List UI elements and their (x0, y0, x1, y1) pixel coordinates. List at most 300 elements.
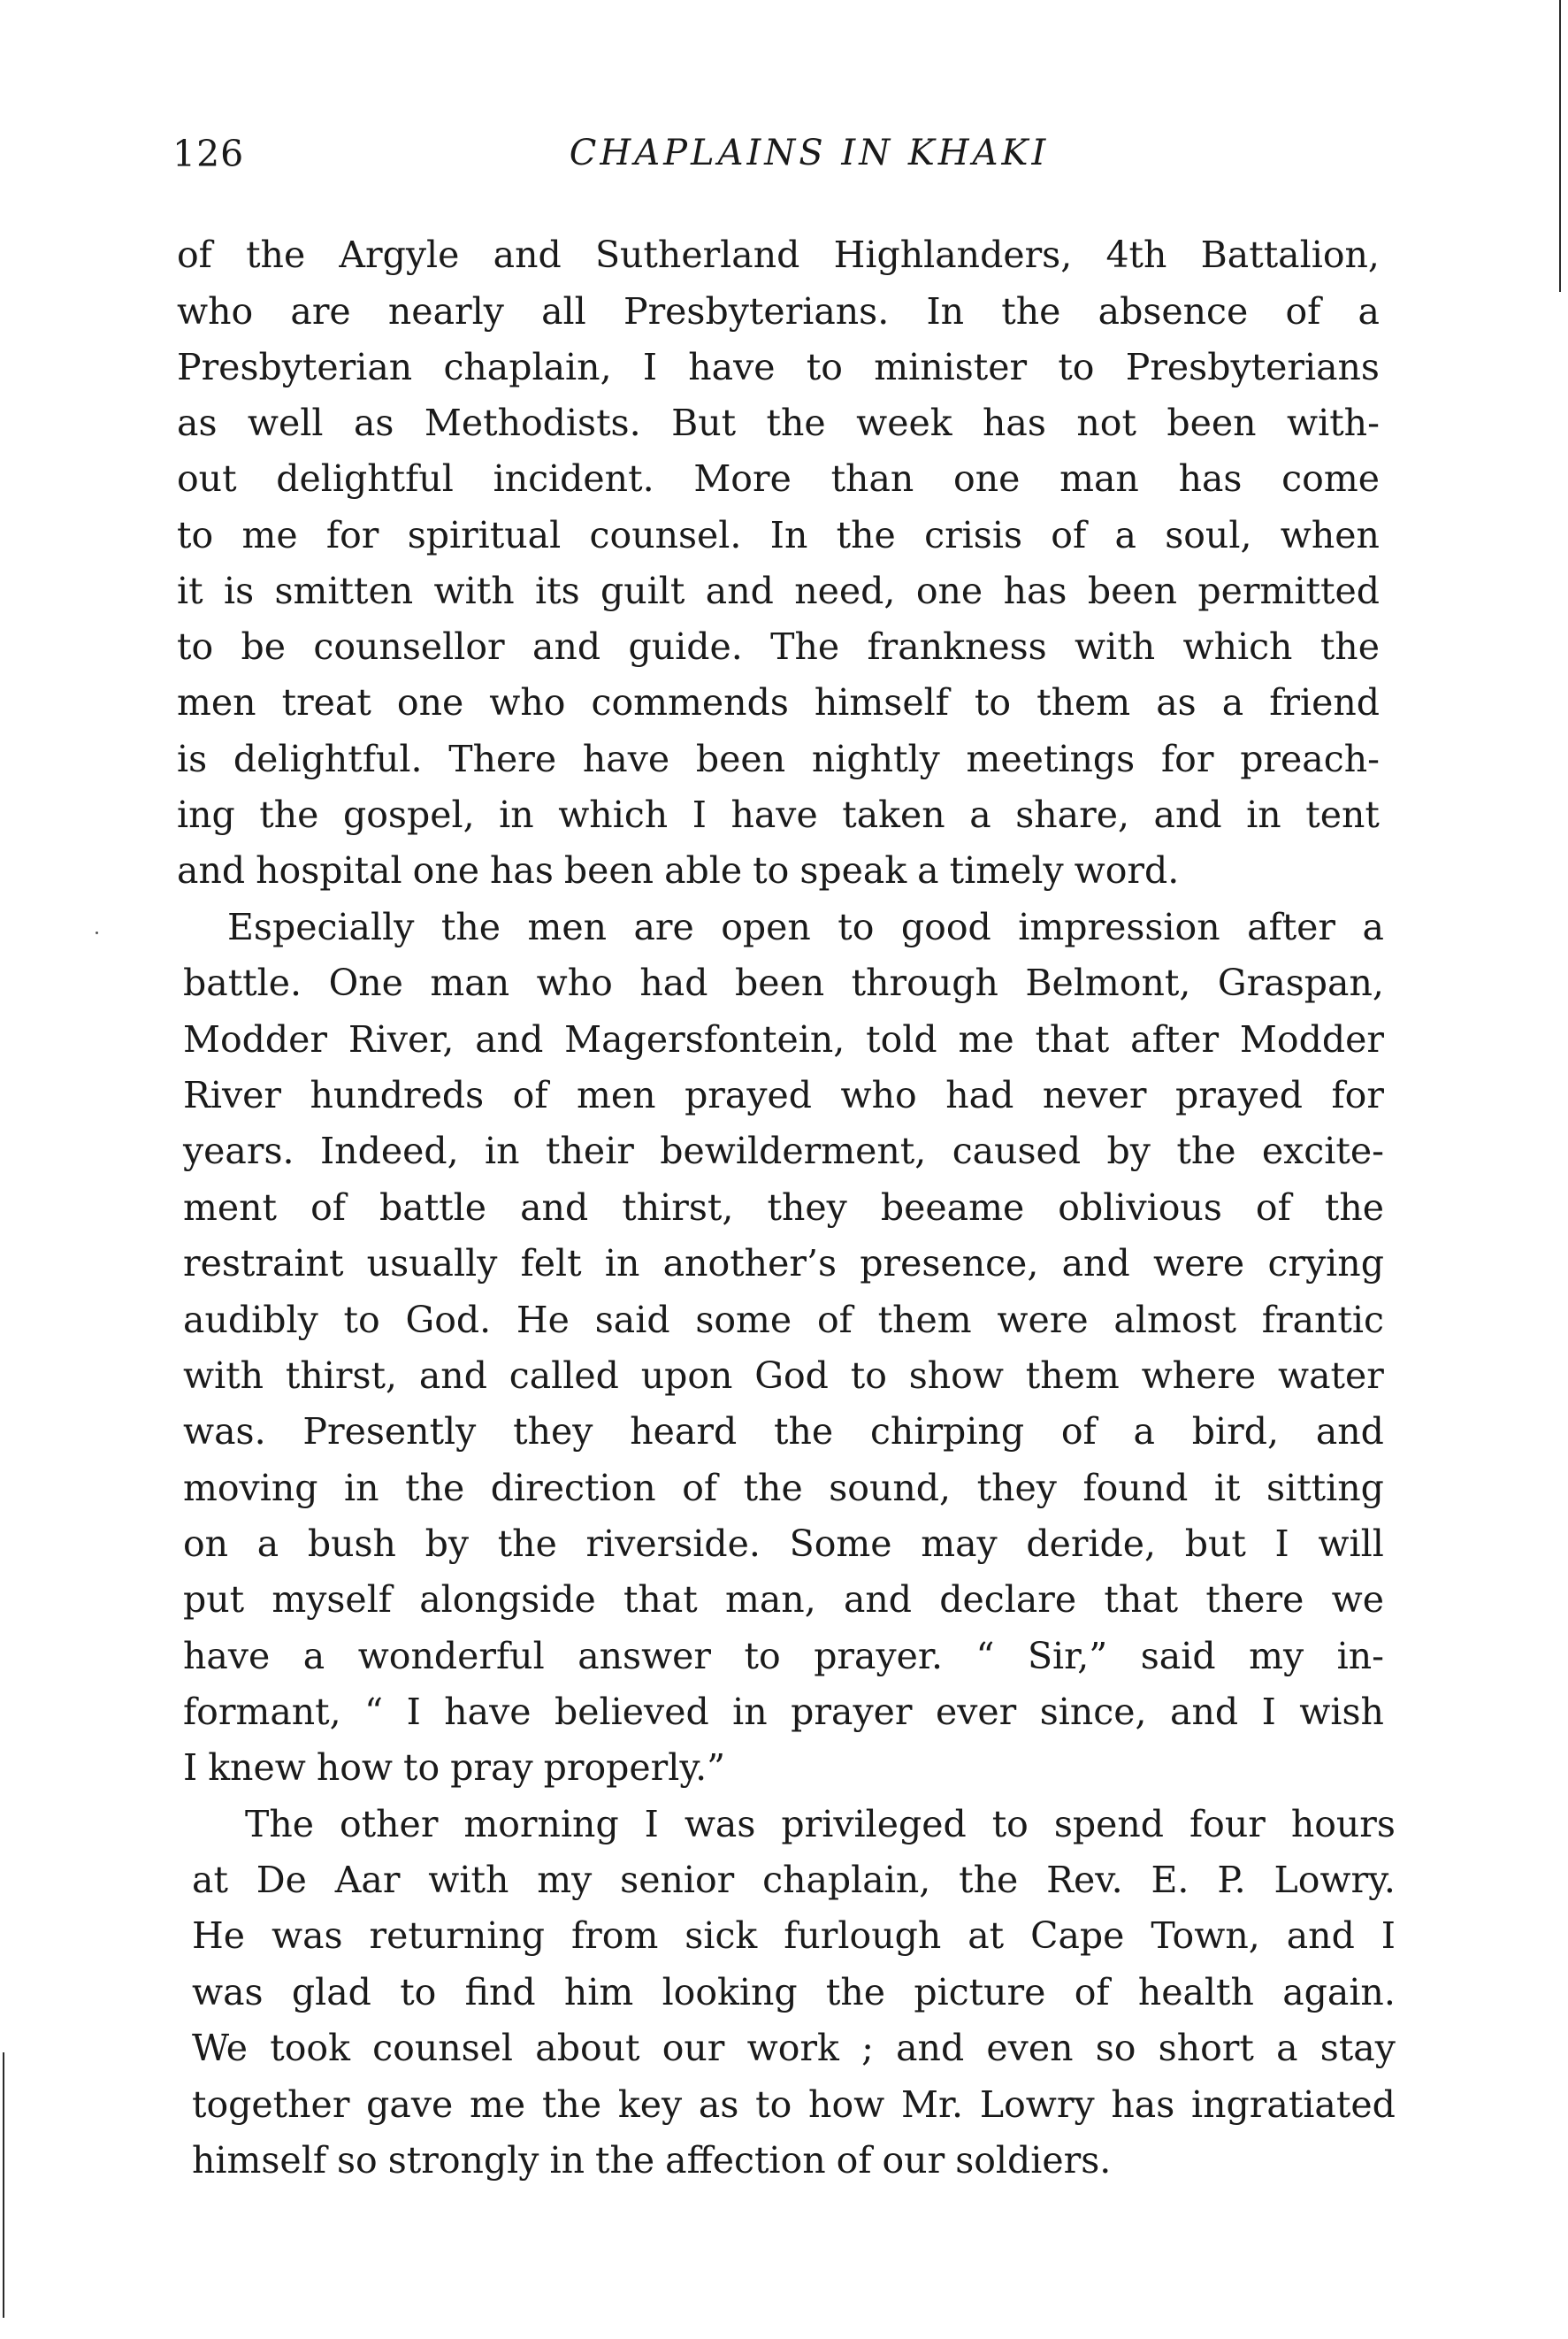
word: from (571, 1914, 659, 1957)
word: wonderful (357, 1635, 545, 1677)
word: I (692, 794, 707, 836)
word: and (532, 625, 601, 668)
word: absence (1098, 290, 1249, 333)
running-title: CHAPLAINS IN KHAKI (569, 133, 1050, 173)
word: Aar (334, 1859, 401, 1901)
word: Methodists. (424, 402, 641, 444)
word: of (310, 1186, 346, 1229)
word: was. (183, 1410, 266, 1453)
word: of (177, 234, 212, 276)
word: to (744, 1635, 781, 1677)
word: Argyle (339, 234, 460, 276)
word: to (400, 1971, 437, 2013)
word: River, (348, 1018, 455, 1061)
word: me (958, 1018, 1014, 1061)
word: “ (975, 1635, 995, 1677)
word: it (1213, 1467, 1241, 1509)
word: myself (272, 1578, 392, 1621)
word: of (836, 2139, 872, 2182)
word: as (177, 402, 218, 444)
word: Indeed, (319, 1130, 459, 1172)
word: them (1036, 681, 1131, 724)
word: and (520, 1186, 589, 1229)
word: believed (555, 1691, 709, 1733)
word: crisis (924, 514, 1022, 556)
word: Lowry. (1274, 1859, 1396, 1901)
word: found (1082, 1467, 1189, 1509)
word: wish (1299, 1691, 1384, 1733)
word: the (766, 402, 826, 444)
word: of (816, 1299, 853, 1341)
word: thirst, (285, 1354, 398, 1397)
word: need, (794, 570, 896, 612)
word: meetings (966, 738, 1136, 780)
word: I (644, 1803, 659, 1845)
word: guide. (628, 625, 743, 668)
text-line (177, 232, 1380, 278)
word: God (754, 1354, 829, 1397)
word: with- (1287, 402, 1380, 444)
word: presence, (860, 1242, 1039, 1285)
word: to (838, 906, 875, 948)
word: a (1362, 906, 1384, 948)
word: delightful. (233, 738, 423, 780)
word: after (1130, 1018, 1220, 1061)
word: my (537, 1859, 593, 1901)
text-line (183, 1016, 1384, 1062)
word: “ (364, 1691, 384, 1733)
word: and (1315, 1410, 1384, 1453)
word: chaplain, (762, 1859, 931, 1901)
word: and (1170, 1691, 1239, 1733)
word: gospel, (342, 794, 475, 836)
text-line (183, 1521, 1384, 1567)
word: other (339, 1803, 439, 1845)
word: who (840, 1074, 917, 1116)
word: one (915, 570, 983, 612)
text-line (183, 1185, 1384, 1231)
word: De (256, 1859, 307, 1901)
word: open (721, 906, 811, 948)
word: and (493, 234, 562, 276)
word: of (682, 1467, 718, 1509)
word: they (976, 1467, 1057, 1509)
text-line (177, 736, 1380, 782)
word: almost (1113, 1299, 1237, 1341)
word: I (642, 346, 658, 388)
word: that (1104, 1578, 1179, 1621)
word: privileged (781, 1803, 967, 1845)
word: as (353, 402, 394, 444)
word: on (183, 1522, 229, 1565)
word: guilt (600, 570, 685, 612)
word: sitting (1266, 1467, 1384, 1509)
word: me (241, 514, 298, 556)
word: E. (1151, 1859, 1189, 1901)
word: me (470, 2083, 526, 2126)
page-number: 126 (172, 133, 245, 175)
word: ment (183, 1186, 278, 1229)
word: one (953, 457, 1021, 500)
word: himself (192, 2139, 326, 2182)
word: week (856, 402, 952, 444)
word: in (344, 1467, 379, 1509)
word: senior (620, 1859, 735, 1901)
text-line (183, 1745, 736, 1791)
word: smitten (274, 570, 414, 612)
word: spiritual (407, 514, 562, 556)
word: crying (1267, 1242, 1384, 1285)
word: But (671, 402, 737, 444)
word: the (1324, 1186, 1384, 1229)
word: in (604, 1242, 640, 1285)
word: by (425, 1522, 470, 1565)
word: I (1381, 1914, 1396, 1957)
word: have (688, 346, 776, 388)
word: the (259, 794, 319, 836)
word: Especially (227, 906, 415, 948)
word: the (836, 514, 896, 556)
word: at (192, 1859, 228, 1901)
word: We (192, 2027, 249, 2069)
text-line (245, 1801, 1396, 1847)
word: strongly (387, 2139, 539, 2182)
word: for (1160, 738, 1214, 780)
word: prayer. (814, 1635, 944, 1677)
text-line (192, 2137, 1121, 2183)
word: Presbyterians. (623, 290, 890, 333)
word: with (1075, 625, 1156, 668)
word: was (684, 1803, 756, 1845)
text-line (183, 1072, 1384, 1118)
word: permitted (1197, 570, 1380, 612)
word: is (177, 738, 208, 780)
word: at (968, 1914, 1005, 1957)
word: with (183, 1354, 264, 1397)
word: chirping (869, 1410, 1025, 1453)
word: years. (183, 1130, 294, 1172)
word: was (271, 1914, 343, 1957)
text-line (183, 1465, 1384, 1511)
word: have (183, 1635, 271, 1677)
word: after (1247, 906, 1336, 948)
text-line (177, 288, 1380, 334)
text-line (183, 1353, 1384, 1399)
word: God. (405, 1299, 492, 1341)
word: and (1286, 1914, 1355, 1957)
word: may (921, 1522, 998, 1565)
word: been (563, 849, 654, 892)
word: spend (1053, 1803, 1165, 1845)
word: man (430, 962, 510, 1004)
word: in (499, 794, 534, 836)
word: together (192, 2083, 350, 2126)
word: the (405, 1467, 465, 1509)
text-line (183, 1297, 1384, 1343)
word: gave (366, 2083, 454, 2126)
word: One (328, 962, 403, 1004)
word: of (512, 1074, 548, 1116)
text-line (183, 1128, 1384, 1174)
word: has (1111, 2083, 1175, 2126)
word: oblivious (1058, 1186, 1222, 1229)
word: will (1318, 1522, 1384, 1565)
word: we (1331, 1578, 1384, 1621)
word: the (246, 234, 306, 276)
word: In (926, 290, 965, 333)
word: men (577, 1074, 656, 1116)
word: come (1281, 457, 1380, 500)
text-line (192, 2082, 1396, 2128)
text-line (177, 568, 1380, 614)
word: of (1255, 1186, 1291, 1229)
word: counsellor (313, 625, 505, 668)
word: has (983, 402, 1046, 444)
word: a (1358, 290, 1380, 333)
word: put (183, 1578, 245, 1621)
word: to (1058, 346, 1095, 388)
word: never (1042, 1074, 1147, 1116)
word: I (183, 1746, 198, 1789)
word: not (1076, 402, 1136, 444)
word: He (192, 1914, 246, 1957)
word: show (908, 1354, 1004, 1397)
word: one (412, 849, 479, 892)
word: since, (1039, 1691, 1147, 1733)
word: excite- (1261, 1130, 1384, 1172)
word: Town, (1151, 1914, 1260, 1957)
word: prayed (685, 1074, 813, 1116)
word: impression (1018, 906, 1220, 948)
word: and (475, 1018, 544, 1061)
word: the (825, 1971, 886, 2013)
word: Cape (1030, 1914, 1125, 1957)
word: who (177, 290, 254, 333)
word: has (1003, 570, 1067, 612)
word: the (1001, 290, 1061, 333)
word: to (177, 625, 214, 668)
word: soldiers. (955, 2139, 1112, 2182)
word: ; (861, 2027, 874, 2069)
word: ever (935, 1691, 1017, 1733)
word: as (1156, 681, 1197, 724)
word: to (403, 1746, 440, 1789)
word: chaplain, (443, 346, 612, 388)
word: direction (490, 1467, 656, 1509)
word: bush (307, 1522, 396, 1565)
word: thirst, (622, 1186, 734, 1229)
word: Graspan, (1217, 962, 1384, 1004)
word: find (464, 1971, 536, 2013)
word: a (1221, 681, 1244, 724)
word: a (302, 1635, 325, 1677)
word: their (546, 1130, 634, 1172)
word: be (241, 625, 287, 668)
text-line (192, 2025, 1396, 2071)
word: restraint (183, 1242, 344, 1285)
word: in (549, 2139, 585, 2182)
text-line (183, 960, 1384, 1006)
text-line (192, 1913, 1396, 1959)
text-line (177, 512, 1380, 558)
word: share, (1015, 794, 1130, 836)
word: short (1158, 2027, 1254, 2069)
word: frankness (867, 625, 1047, 668)
word: soul, (1165, 514, 1252, 556)
word: even (986, 2027, 1074, 2069)
word: properly.” (543, 1746, 726, 1789)
word: good (900, 906, 991, 948)
word: Modder (1239, 1018, 1384, 1061)
text-line (192, 1969, 1396, 2015)
word: had (639, 962, 708, 1004)
word: a (1133, 1410, 1155, 1453)
word: declare (939, 1578, 1077, 1621)
word: through (851, 962, 998, 1004)
word: I (1274, 1522, 1289, 1565)
word: him (563, 1971, 634, 2013)
word: Modder (183, 1018, 328, 1061)
word: formant, (183, 1691, 341, 1733)
word: stay (1319, 2027, 1396, 2069)
word: alongside (419, 1578, 596, 1621)
word: is (223, 570, 255, 612)
word: picture (914, 1971, 1046, 2013)
word: ingratiated (1191, 2083, 1396, 2126)
word: are (290, 290, 351, 333)
word: bewilderment, (660, 1130, 927, 1172)
word: that (1035, 1018, 1110, 1061)
word: preach- (1240, 738, 1380, 780)
word: were (997, 1299, 1089, 1341)
word: He (516, 1299, 570, 1341)
word: Presbyterian (177, 346, 413, 388)
word: my (1249, 1635, 1304, 1677)
word: caused (952, 1130, 1082, 1172)
word: Mr. (900, 2083, 964, 2126)
word: the (959, 1859, 1019, 1901)
word: another’s (662, 1242, 838, 1285)
word: commends (591, 681, 789, 724)
text-line (177, 456, 1380, 502)
word: In (769, 514, 808, 556)
word: so (1095, 2027, 1136, 2069)
word: as (698, 2083, 739, 2126)
word: of (1051, 514, 1087, 556)
word: for (325, 514, 379, 556)
word: battle (379, 1186, 487, 1229)
word: I (1261, 1691, 1276, 1733)
word: but (1184, 1522, 1246, 1565)
text-line (177, 847, 1189, 893)
word: answer (577, 1635, 712, 1677)
word: and (1061, 1242, 1130, 1285)
word: nightly (811, 738, 940, 780)
word: again. (1282, 1971, 1396, 2013)
word: so (337, 2139, 378, 2182)
word: have (444, 1691, 532, 1733)
word: and (418, 1354, 487, 1397)
word: been (1087, 570, 1178, 612)
word: took (270, 2027, 350, 2069)
word: called (509, 1354, 619, 1397)
word: of (1060, 1410, 1097, 1453)
text-line (177, 344, 1380, 390)
word: timely (949, 849, 1064, 892)
text-line (177, 400, 1380, 446)
word: them (877, 1299, 972, 1341)
word: a (256, 1522, 279, 1565)
word: to (974, 681, 1012, 724)
word: the (1319, 625, 1380, 668)
word: ing (177, 794, 235, 836)
word: and (896, 2027, 965, 2069)
word: the (774, 1410, 834, 1453)
word: of (1074, 1971, 1110, 2013)
word: taken (842, 794, 945, 836)
word: has (1178, 457, 1243, 500)
word: The (245, 1803, 315, 1845)
word: by (1106, 1130, 1151, 1172)
word: speak (799, 849, 907, 892)
word: a (1114, 514, 1136, 556)
word: More (693, 457, 792, 500)
word: with (433, 570, 515, 612)
word: able (664, 849, 743, 892)
word: who (489, 681, 566, 724)
word: are (633, 906, 694, 948)
word: well (247, 402, 324, 444)
word: the (743, 1467, 803, 1509)
word: deride, (1026, 1522, 1157, 1565)
word: they (513, 1410, 593, 1453)
word: affection (665, 2139, 826, 2182)
word: treat (281, 681, 371, 724)
word: the (497, 1522, 557, 1565)
word: upon (640, 1354, 733, 1397)
word: Sutherland (594, 234, 800, 276)
word: to (806, 346, 843, 388)
word: counsel. (589, 514, 742, 556)
word: about (535, 2027, 640, 2069)
word: to (177, 514, 214, 556)
word: Belmont, (1025, 962, 1191, 1004)
word: Sir,” (1027, 1635, 1108, 1677)
text-line (177, 624, 1380, 670)
word: in- (1336, 1635, 1384, 1677)
word: said (594, 1299, 670, 1341)
word: Rev. (1046, 1859, 1123, 1901)
word: sound, (829, 1467, 952, 1509)
word: have (730, 794, 818, 836)
word: that (623, 1578, 698, 1621)
word: word. (1074, 849, 1180, 892)
text-line (183, 1576, 1384, 1622)
word: of (1285, 290, 1321, 333)
word: prayed (1175, 1074, 1303, 1116)
word: There (448, 738, 557, 780)
word: battle. (183, 962, 302, 1004)
text-line (177, 792, 1380, 838)
word: counsel (372, 2027, 514, 2069)
word: how (316, 1746, 393, 1789)
word: the (595, 2139, 655, 2182)
word: friend (1269, 681, 1380, 724)
word: been (734, 962, 825, 1004)
word: Lowry (979, 2083, 1095, 2126)
word: have (582, 738, 670, 780)
word: out (177, 457, 237, 500)
